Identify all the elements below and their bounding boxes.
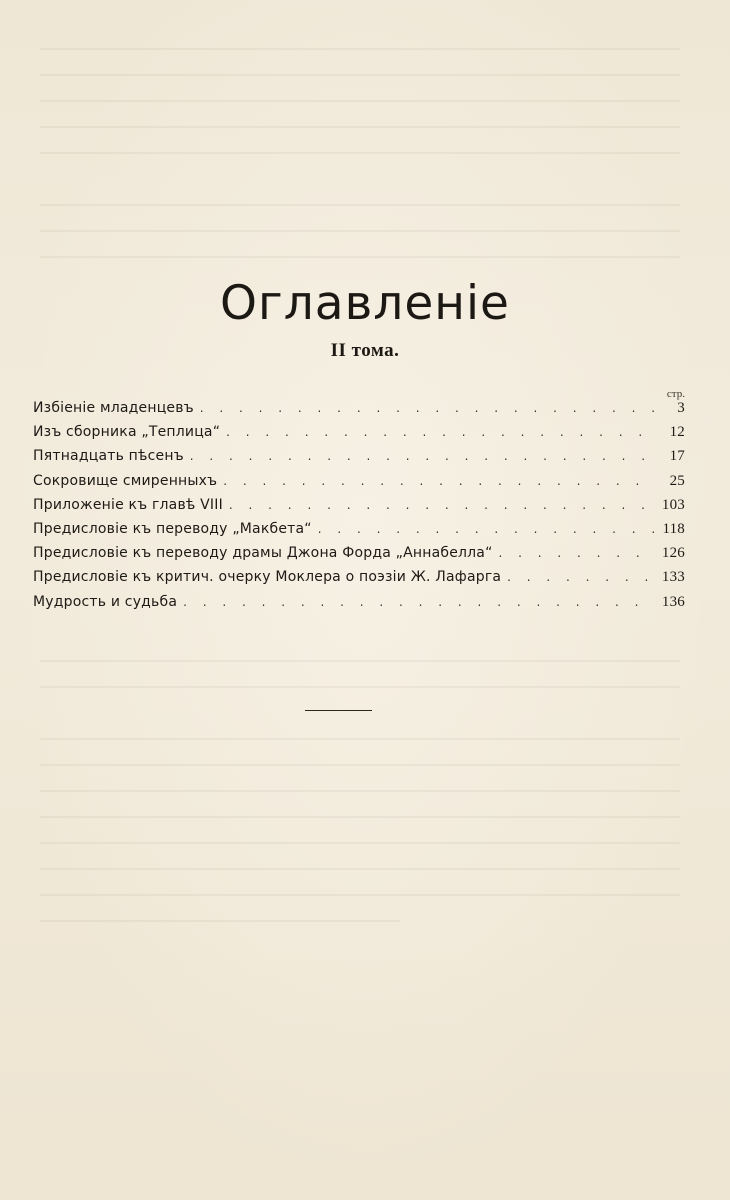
dot-leader: [223, 498, 655, 512]
bleed-through-line: [40, 48, 680, 50]
bleed-through-line: [40, 660, 680, 662]
dot-leader: [220, 425, 655, 439]
toc-entry: [33, 424, 685, 448]
dot-leader: [493, 546, 655, 560]
page-column-label: стр.: [666, 388, 685, 400]
toc-entry-page: 17: [669, 448, 685, 465]
toc-entry-page: 3: [677, 400, 685, 416]
toc-entry: [33, 569, 685, 593]
dot-leader: [177, 595, 655, 609]
bleed-through-line: [40, 230, 680, 232]
page-title: Оглавленіе: [220, 276, 510, 331]
toc-entry: [33, 545, 685, 569]
bleed-through-line: [40, 920, 400, 922]
closing-rule: [305, 710, 372, 711]
toc-entry-title: Избіеніе младенцевъ: [33, 400, 194, 416]
bleed-through-line: [40, 764, 680, 766]
bleed-through-line: [40, 256, 680, 258]
toc-entry-title: Предисловіе къ переводу драмы Джона Форда „Аннабелла“: [33, 545, 493, 562]
toc-entry-page: 133: [661, 569, 685, 586]
bleed-through-line: [40, 738, 680, 740]
toc-entry-title: Мудрость и судьба: [33, 593, 178, 610]
volume-subtitle: II тома.: [330, 340, 400, 361]
toc-entry: [33, 473, 685, 497]
bleed-through-line: [40, 74, 680, 76]
toc-entry-title: Сокровище смиренныхъ: [33, 472, 218, 489]
toc-entry: [33, 521, 685, 545]
toc-entry: [33, 497, 685, 521]
dot-leader: [501, 570, 655, 584]
bleed-through-line: [40, 868, 680, 870]
bleed-through-line: [40, 894, 680, 896]
toc-entry: [33, 594, 685, 618]
bleed-through-line: [40, 816, 680, 818]
dot-leader: [312, 522, 655, 536]
table-of-contents: [33, 400, 685, 618]
bleed-through-line: [40, 126, 680, 128]
toc-entry-page: 118: [662, 520, 685, 537]
toc-entry-page: 126: [661, 545, 685, 562]
toc-entry-title: Предисловіе къ переводу „Макбета“: [33, 520, 312, 537]
toc-entry-title: Предисловіе къ критич. очерку Моклера о поэзіи Ж. Лафарга: [33, 569, 502, 586]
bleed-through-line: [40, 204, 680, 206]
toc-entry-page: 103: [661, 496, 685, 513]
bleed-through-line: [40, 100, 680, 102]
dot-leader: [217, 474, 655, 488]
toc-entry-title: Пятнадцать пѣсенъ: [33, 448, 184, 465]
toc-entry-page: 25: [669, 472, 685, 489]
toc-entry-page: 12: [669, 424, 685, 441]
bleed-through-line: [40, 790, 680, 792]
bleed-through-line: [40, 152, 680, 154]
dot-leader: [184, 449, 655, 463]
bleed-through-line: [40, 842, 680, 844]
toc-entry-page: 136: [661, 593, 685, 610]
bleed-through-line: [40, 686, 680, 688]
toc-entry: [33, 448, 685, 472]
dot-leader: [194, 401, 655, 415]
toc-entry: [33, 400, 685, 424]
toc-entry-title: Приложеніе къ главѣ VIII: [33, 496, 223, 513]
toc-entry-title: Изъ сборника „Теплица“: [33, 424, 221, 441]
